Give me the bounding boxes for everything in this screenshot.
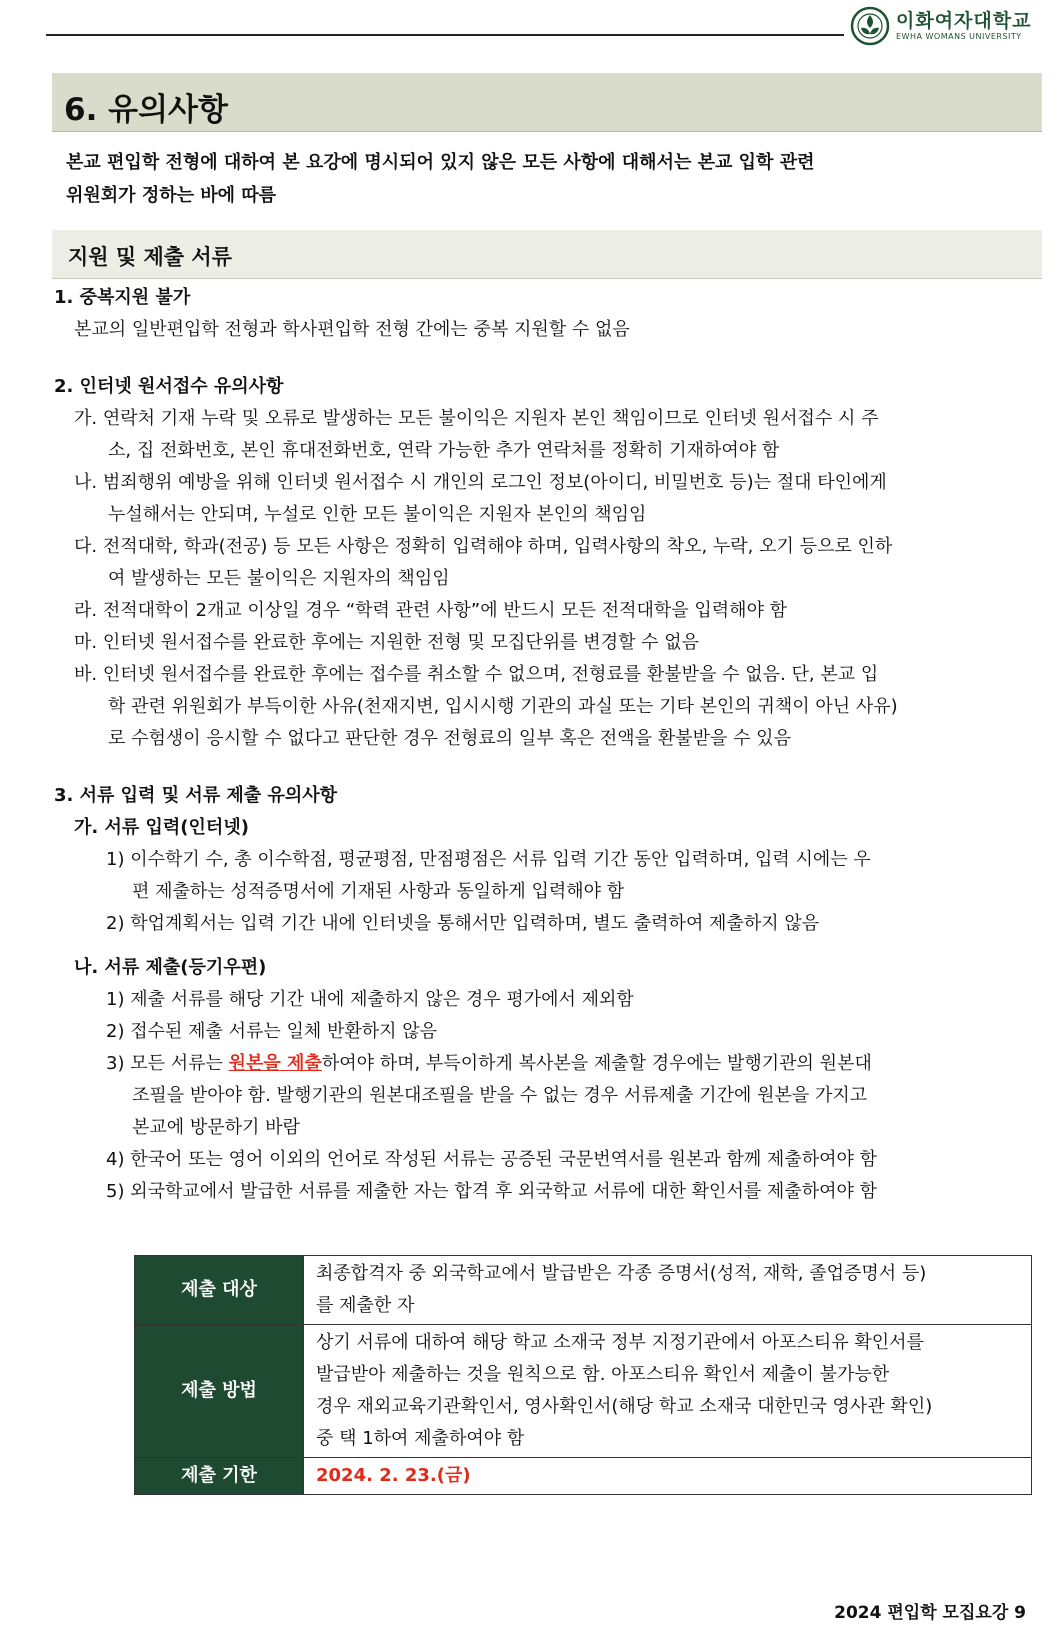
item2-line: 마. 인터넷 원서접수를 완료한 후에는 지원한 전형 및 모집단위를 변경할 수 없음 — [74, 632, 700, 653]
section-heading-bar — [52, 73, 1042, 132]
item3-a-heading: 가. 서류 입력(인터넷) — [74, 817, 249, 838]
table-row — [135, 1256, 1032, 1325]
item2-line: 라. 전적대학이 2개교 이상일 경우 “학력 관련 사항”에 반드시 모든 전적대학을 입력해야 함 — [74, 600, 788, 621]
table-label-cell: 제출 대상 — [135, 1256, 304, 1325]
ewha-emblem-icon — [850, 6, 890, 46]
item3-b-line: 5) 외국학교에서 발급한 서류를 제출한 자는 합격 후 외국학교 서류에 대한 확인서를 제출하여야 함 — [106, 1181, 877, 1202]
item3-a-line: 2) 학업계획서는 입력 기간 내에 인터넷을 통해서만 입력하며, 별도 출력하여 제출하지 않음 — [106, 913, 820, 934]
logo-english-text: EWHA WOMANS UNIVERSITY — [896, 32, 1022, 41]
item3-b-line: 2) 접수된 제출 서류는 일체 반환하지 않음 — [106, 1021, 438, 1042]
item3-b-line — [106, 1048, 872, 1080]
original-submission-emphasis: 원본을 제출 — [228, 1053, 322, 1074]
item3-b3-prefix: 3) 모든 서류는 — [106, 1053, 229, 1074]
intro-line: 본교 편입학 전형에 대하여 본 요강에 명시되어 있지 않은 모든 사항에 대해서는 본교 입학 관련 — [66, 152, 815, 173]
table-row — [135, 1458, 1032, 1495]
item2-line: 소, 집 전화번호, 본인 휴대전화번호, 연락 가능한 추가 연락처를 정확히 기재하여야 함 — [108, 440, 780, 461]
item3-b-line: 조필을 받아야 함. 발행기관의 원본대조필을 받을 수 없는 경우 서류제출 기간에 원본을 가지고 — [132, 1085, 868, 1106]
foreign-document-table — [134, 1255, 1032, 1495]
table-value-cell — [304, 1325, 1032, 1458]
logo-korean-text: 이화여자대학교 — [896, 10, 1032, 32]
table-label-cell: 제출 방법 — [135, 1325, 304, 1458]
subsection-heading-bar — [52, 230, 1042, 279]
table-value-cell — [304, 1256, 1032, 1325]
item2-line: 가. 연락처 기재 누락 및 오류로 발생하는 모든 불이익은 지원자 본인 책임이므로 인터넷 원서접수 시 주 — [74, 408, 879, 429]
item3-b-line: 1) 제출 서류를 해당 기간 내에 제출하지 않은 경우 평가에서 제외함 — [106, 989, 634, 1010]
item3-b-line: 본교에 방문하기 바람 — [132, 1117, 300, 1138]
table-value-line: 중 택 1하여 제출하여야 함 — [316, 1428, 525, 1449]
table-value-line: 상기 서류에 대하여 해당 학교 소재국 정부 지정기관에서 아포스티유 확인서를 — [316, 1332, 924, 1353]
table-value-line: 를 제출한 자 — [316, 1295, 415, 1316]
item2-line: 바. 인터넷 원서접수를 완료한 후에는 접수를 취소할 수 없으며, 전형료를 환불받을 수 없음. 단, 본교 입 — [74, 664, 879, 685]
table-value-line: 경우 재외교육기관확인서, 영사확인서(해당 학교 소재국 대한민국 영사관 확인) — [316, 1396, 933, 1417]
item2-line: 로 수험생이 응시할 수 없다고 판단한 경우 전형료의 일부 혹은 전액을 환불받을 수 있음 — [108, 728, 791, 749]
header-rule — [46, 34, 844, 36]
item2-line: 학 관련 위원회가 부득이한 사유(천재지변, 입시시행 기관의 과실 또는 기타 본인의 귀책이 아닌 사유) — [108, 696, 898, 717]
item2-line: 여 발생하는 모든 불이익은 지원자의 책임임 — [108, 568, 450, 589]
page-footer: 2024 편입학 모집요강 9 — [834, 1603, 1026, 1623]
item1-body: 본교의 일반편입학 전형과 학사편입학 전형 간에는 중복 지원할 수 없음 — [74, 319, 630, 340]
table-value-line: 발급받아 제출하는 것을 원칙으로 함. 아포스티유 확인서 제출이 불가능한 — [316, 1364, 890, 1385]
item3-b3-suffix: 하여야 하며, 부득이하게 복사본을 제출할 경우에는 발행기관의 원본대 — [321, 1053, 872, 1074]
subsection-title: 지원 및 제출 서류 — [68, 245, 232, 269]
table-value-cell — [304, 1458, 1032, 1495]
table-label-cell: 제출 기한 — [135, 1458, 304, 1495]
item2-line: 다. 전적대학, 학과(전공) 등 모든 사항은 정확히 입력해야 하며, 입력사항의 착오, 누락, 오기 등으로 인하 — [74, 536, 893, 557]
intro-line: 위원회가 정하는 바에 따름 — [66, 185, 277, 206]
item2-line: 누설해서는 안되며, 누설로 인한 모든 불이익은 지원자 본인의 책임임 — [108, 504, 647, 525]
item1-heading: 1. 중복지원 불가 — [54, 287, 191, 308]
table-value-line: 최종합격자 중 외국학교에서 발급받은 각종 증명서(성적, 재학, 졸업증명서 등) — [316, 1263, 927, 1284]
section-title: 6. 유의사항 — [64, 92, 228, 128]
item3-a-line: 1) 이수학기 수, 총 이수학점, 평균평점, 만점평점은 서류 입력 기간 동안 입력하며, 입력 시에는 우 — [106, 849, 871, 870]
table-row — [135, 1325, 1032, 1458]
university-logo — [850, 6, 1050, 46]
item3-b-line: 4) 한국어 또는 영어 이외의 언어로 작성된 서류는 공증된 국문번역서를 원본과 함께 제출하여야 함 — [106, 1149, 877, 1170]
item2-line: 나. 범죄행위 예방을 위해 인터넷 원서접수 시 개인의 로그인 정보(아이디, 비밀번호 등)는 절대 타인에게 — [74, 472, 887, 493]
item3-b-heading: 나. 서류 제출(등기우편) — [74, 957, 267, 978]
item2-heading: 2. 인터넷 원서접수 유의사항 — [54, 376, 284, 397]
item3-a-line: 편 제출하는 성적증명서에 기재된 사항과 동일하게 입력해야 함 — [132, 881, 625, 902]
section-intro — [66, 146, 1016, 212]
item3-heading: 3. 서류 입력 및 서류 제출 유의사항 — [54, 785, 338, 806]
submission-deadline: 2024. 2. 23.(금) — [316, 1465, 471, 1486]
